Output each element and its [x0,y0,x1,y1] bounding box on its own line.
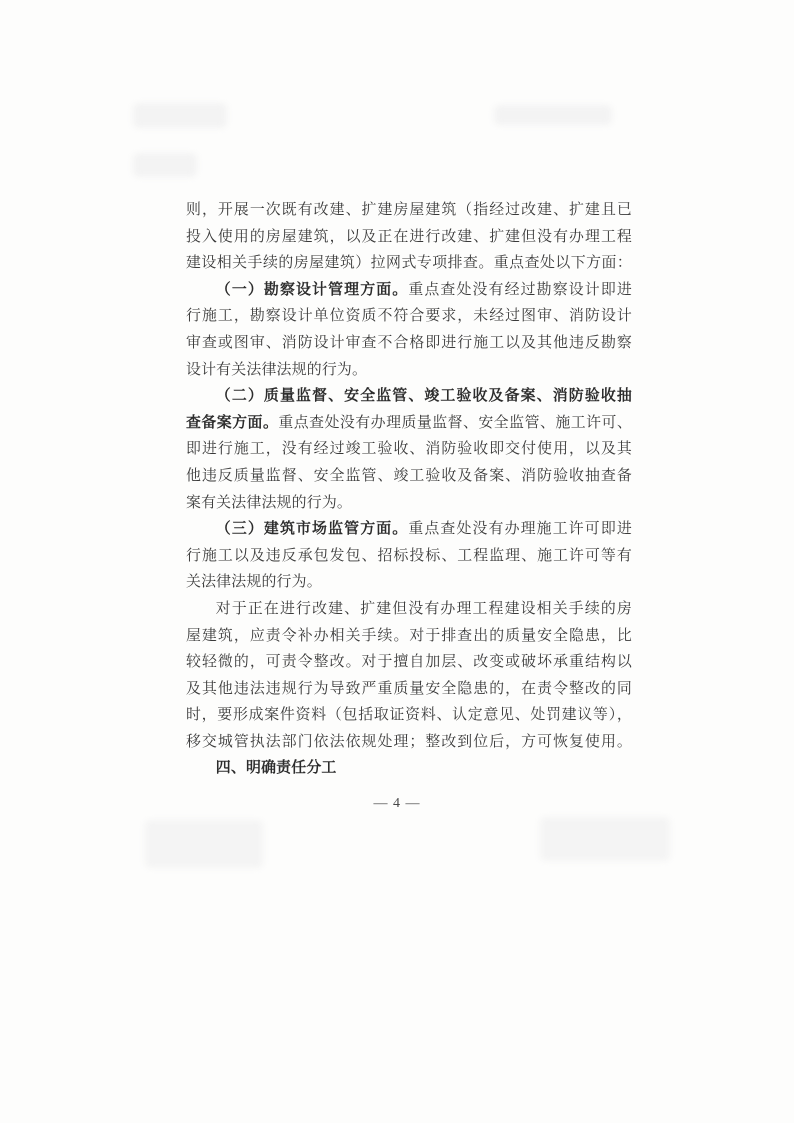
text-line [186,250,632,277]
page-number: — 4 — [373,796,421,811]
ink-bleed-smudge [494,105,612,125]
text-line [186,729,632,756]
document-body [186,197,632,782]
text-line [186,357,632,384]
text-line [186,197,632,224]
text-line [186,702,632,729]
text-segment: 即进行施工，没有经过竣工验收、消防验收即交付使用，以及其 [186,441,632,458]
text-line [186,569,632,596]
text-line [186,383,632,410]
text-segment: 他违反质量监督、安全监管、竣工验收及备案、消防验收抽查备 [186,467,632,484]
text-segment: 时，要形成案件资料（包括取证资料、认定意见、处罚建议等）， [186,707,632,724]
text-line [186,516,632,543]
bold-text-segment: （二）质量监督、安全监管、竣工验收及备案、消防验收抽 [215,388,632,405]
text-line [186,224,632,251]
text-line [186,490,632,517]
text-line [186,649,632,676]
bold-text-segment: 查备案方面。 [186,414,279,431]
text-line [186,410,632,437]
text-segment: 重点查处没有经过勘察设计即进 [408,281,632,298]
text-segment: 则，开展一次既有改建、扩建房屋建筑（指经过改建、扩建且已 [186,202,632,218]
text-segment: 案有关法律法规的行为。 [186,494,352,511]
ink-bleed-smudge [145,820,263,868]
text-segment: 对于正在进行改建、扩建但没有办理工程建设相关手续的房 [215,600,632,617]
text-segment: 关法律法规的行为。 [186,574,322,591]
text-line [186,436,632,463]
ink-bleed-smudge [133,103,227,128]
text-line [186,303,632,330]
text-segment: 设计有关法律法规的行为。 [186,361,368,378]
text-line [186,277,632,304]
text-segment: 及其他违法违规行为导致严重质量安全隐患的，在责令整改的同 [186,680,632,697]
text-segment: 移交城管执法部门依法依规处理；整改到位后，方可恢复使用。 [186,733,632,750]
text-line [186,623,632,650]
bold-text-segment: （一）勘察设计管理方面。 [215,281,409,298]
text-segment: 建设相关手续的房屋建筑）拉网式专项排查。重点查处以下方面： [186,255,632,272]
text-segment: 重点查处没有办理质量监督、安全监管、施工许可、 [278,414,632,431]
text-segment: 较轻微的，可责令整改。对于擅自加层、改变或破坏承重结构以 [186,654,632,671]
text-line [186,330,632,357]
text-line [186,596,632,623]
text-line [186,676,632,703]
ink-bleed-smudge [540,817,670,861]
text-segment: 屋建筑，应责令补办相关手续。对于排查出的质量安全隐患，比 [186,627,632,644]
text-segment: 重点查处没有办理施工许可即进 [408,521,632,538]
text-segment: 行施工，勘察设计单位资质不符合要求，未经过图审、消防设计 [186,308,632,325]
text-segment: 行施工以及违反承包发包、招标投标、工程监理、施工许可等有 [186,547,632,564]
text-line [186,755,632,782]
text-line [186,463,632,490]
bold-text-segment: 四、明确责任分工 [215,760,337,777]
text-line [186,543,632,570]
bold-text-segment: （三）建筑市场监管方面。 [215,521,409,538]
text-segment: 审查或图审、消防设计审查不合格即进行施工以及其他违反勘察 [186,334,632,351]
text-segment: 投入使用的房屋建筑，以及正在进行改建、扩建但没有办理工程 [186,228,632,245]
ink-bleed-smudge [133,153,197,177]
